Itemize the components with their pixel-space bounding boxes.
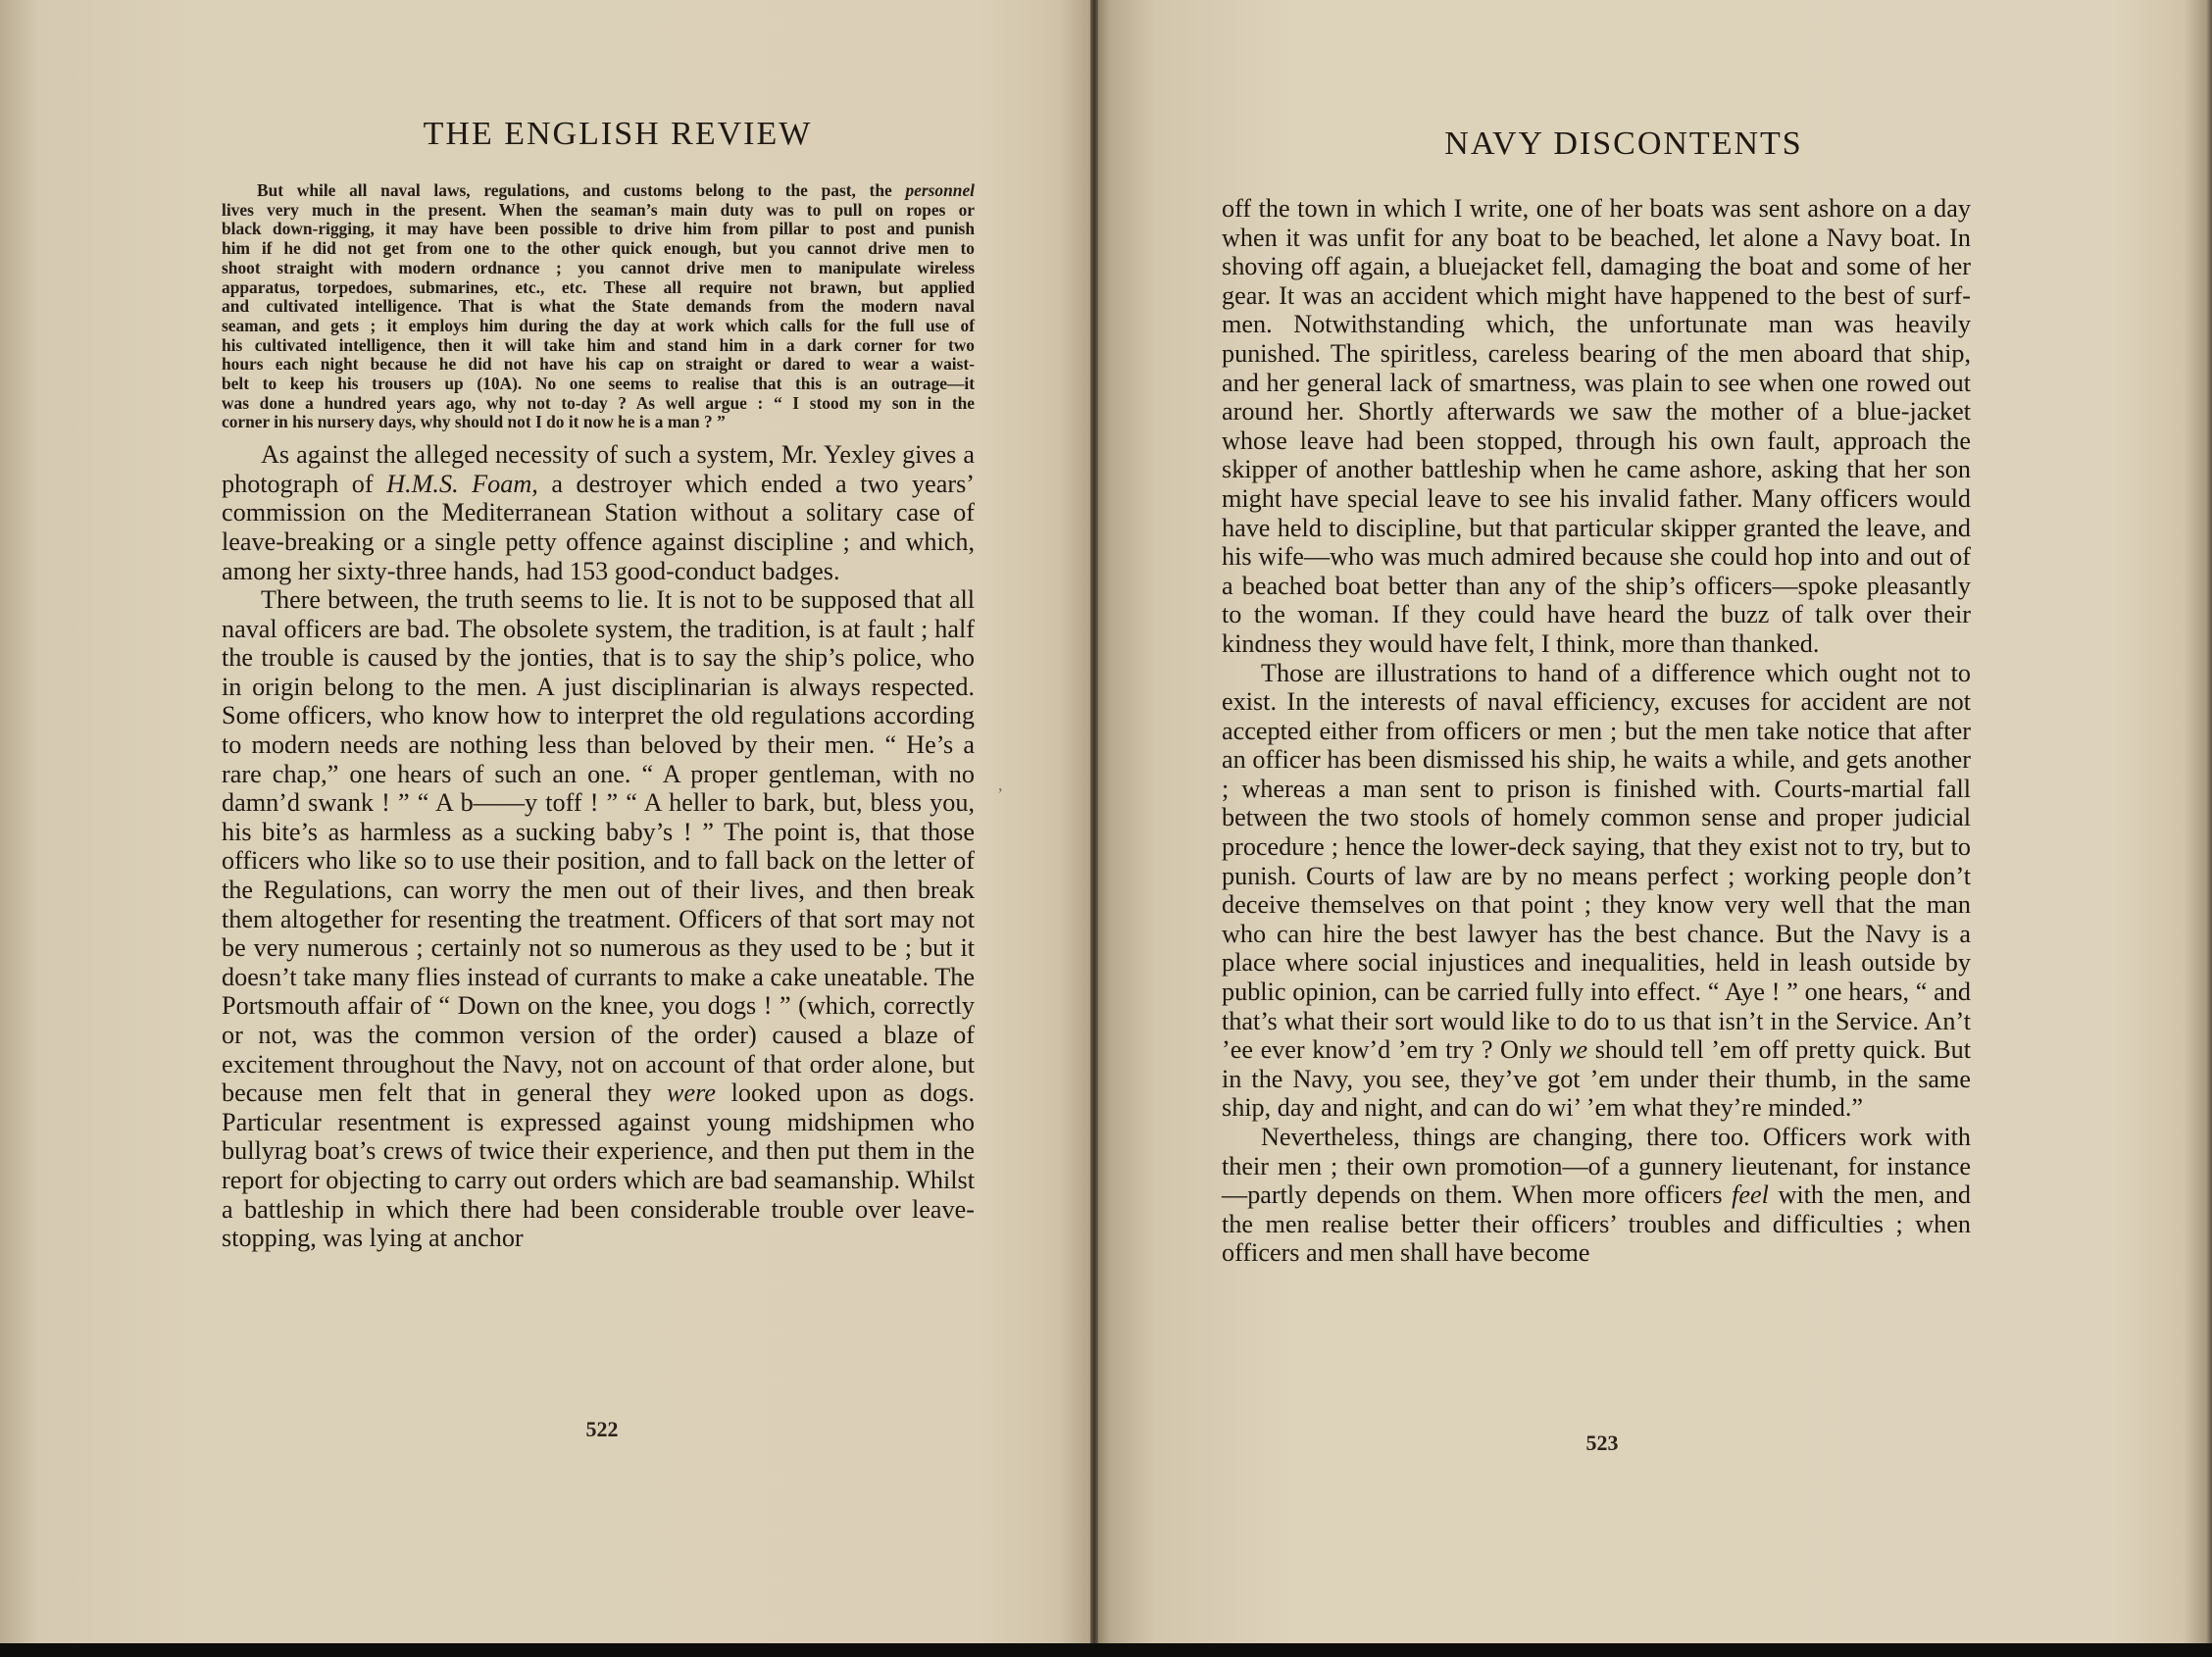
quote-line: and cultivated intelligence. That is what the State demands from the modern naval xyxy=(222,296,975,317)
quote-line: apparatus, torpedoes, submarines, etc., etc. These all require not brawn, but applied xyxy=(222,276,975,297)
paragraph xyxy=(222,585,975,1253)
left-page xyxy=(0,0,1096,1643)
quote-line: shoot straight with modern ordnance ; you cannot drive men to manipulate wireless xyxy=(222,257,975,277)
quote-line: corner in his nursery days, why should not I do it now he is a man ? ” xyxy=(222,412,726,432)
text-run: should tell ’em off pretty quick. But in the Navy, you see, they’ve got ’em under their thumb, in the same ship, day and night, and can do wi’ ’em what they’re minded.” xyxy=(1222,1035,1971,1123)
running-head-right: NAVY DISCONTENTS xyxy=(1444,126,1803,162)
italic-text: H.M.S. Foam, xyxy=(386,469,538,498)
quote-line: belt to keep his trousers up (10A). No one seems to realise that this is an outrage—it xyxy=(222,374,975,394)
left-page-body xyxy=(222,181,975,1253)
italic-text: were xyxy=(667,1079,716,1108)
paragraph xyxy=(1222,194,1971,659)
paragraph xyxy=(1222,659,1971,1124)
text-run: As against the alleged necessity of such a system, Mr. Yexley gives a photograph of xyxy=(222,440,975,498)
text-run: a destroyer which ended a two years’ commission on the Mediterranean Station without a solitary case of leave-breaking or a single petty offence against discipline ; and which, among her sixty-three hands, had 153 good-conduct badges. xyxy=(222,469,975,585)
text-run: off the town in which I write, one of her boats was sent ashore on a day when it was unfit for any boat to be beached, let alone a Navy boat. In shoving off again, a bluejacket fell, damaging the boat and some of her gear. It was an accident which might have happened to the best of surf-men. Notwithstanding which, the unfortunate man was heavily punished. The spiritless, careless bearing of the men aboard that ship, and her general lack of smartness, was plain to see when one rowed out around her. Shortly afterwards we saw the mother of a blue-jacket whose leave had been stopped, through his own fault, approach the skipper of another battleship when he came ashore, asking that her son might have special leave to see his invalid father. Many officers would have held to discipline, but that particular skipper granted the leave, and his wife—who was much admired because she could hop into and out of a beached boat better than any of the ship’s officers—spoke pleasantly to the woman. If they could have heard the buzz of talk over their kindness they would have felt, I think, more than thanked. xyxy=(1222,194,1971,658)
right-page-body xyxy=(1222,194,1971,1268)
italic-text: we xyxy=(1559,1035,1588,1065)
quote-line: seaman, and gets ; it employs him during the day at work which calls for the full use of xyxy=(222,315,975,335)
italic-text: personnel xyxy=(905,180,975,200)
footnote-quote-block xyxy=(222,181,975,432)
text-run: looked upon as dogs. Particular resentment is expressed against young midshipmen who bullyrag boat’s crews of twice their experience, and then put them in the report for objecting to carry out orders which are bad seamanship. Whilst a battleship in which there had been considerable trouble over leave-stopping, was lying at anchor xyxy=(222,1079,975,1253)
quote-line: black down-rigging, it may have been possible to drive him from pillar to post and punish xyxy=(222,219,975,239)
paragraph xyxy=(222,440,975,585)
quote-line: him if he did not get from one to the other quick enough, but you cannot drive men to xyxy=(222,238,975,259)
running-head-left: THE ENGLISH REVIEW xyxy=(423,116,813,152)
bottom-edge xyxy=(0,1643,2212,1657)
quote-line: hours each night because he did not have his cap on straight or dared to wear a waist- xyxy=(222,354,975,375)
text-run: Nevertheless, things are changing, there too. Officers work with their men ; their own promotion—of a gunnery lieutenant, for instance—partly depends on them. When more officers xyxy=(1222,1123,1971,1210)
italic-text: feel xyxy=(1732,1180,1769,1210)
text-run: There between, the truth seems to lie. It is not to be supposed that all naval officers are bad. The obsolete system, the tradition, is at fault ; half the trouble is caused by the jonties, that is to say the ship’s police, who in origin belong to the men. A just disciplinarian is always respected. Some officers, who know how to interpret the old regulations according to modern needs are nothing less than beloved by their men. “ He’s a rare chap,” one hears of such an one. “ A proper gentleman, with no damn’d swank ! ” “ A b——y toff ! ” “ A heller to bark, but, bless you, his bite’s as harmless as a sucking baby’s ! ” The point is, that those officers who like so to use their position, and to fall back on the letter of the Regulations, can worry the men out of their lives, and then break them altogether for resenting the treatment. Officers of that sort may not be very numerous ; certainly not so numerous as they used to be ; but it doesn’t take many flies instead of currants to make a cake uneatable. The Portsmouth affair of “ Down on the knee, you dogs ! ” (which, correctly or not, was the common version of the order) caused a blaze of excitement throughout the Navy, not on account of that order alone, but because men felt that in general they xyxy=(222,585,975,1108)
right-page xyxy=(1096,0,2212,1643)
pencil-mark: , xyxy=(998,775,1003,794)
page-number-left: 522 xyxy=(585,1417,619,1441)
book-gutter xyxy=(1090,0,1098,1643)
paragraph xyxy=(1222,1123,1971,1268)
text-run: Those are illustrations to hand of a difference which ought not to exist. In the interests of naval efficiency, excuses for accident are not accepted either from officers or men ; but the men take notice that after an officer has been dismissed his ship, he waits a while, and gets another ; whereas a man sent to prison is finished with. Courts-martial fall between the two stools of homely common sense and proper judicial procedure ; hence the lower-deck saying, that they exist not to try, but to punish. Courts of law are by no means perfect ; working people don’t deceive themselves on that point ; they know very well that the man who can hire the best lawyer has the best chance. But the Navy is a place where social injustices and inequalities, held in leash outside by public opinion, can be carried fully into effect. “ Aye ! ” one hears, “ and that’s what their sort would like to do to us that isn’t in the Service. An’t ’ee ever know’d ’em try ? Only xyxy=(1222,658,1971,1065)
quote-line: lives very much in the present. When the seaman’s main duty was to pull on ropes or xyxy=(222,199,975,220)
text-run: with the men, and the men realise better their officers’ troubles and difficulties ; when officers and men shall have become xyxy=(1222,1180,1971,1268)
quote-line: was done a hundred years ago, why not to-day ? As well argue : “ I stood my son in the xyxy=(222,392,975,413)
quote-line: But while all naval laws, regulations, and customs belong to the past, the personnel xyxy=(257,180,975,200)
quote-line: his cultivated intelligence, then it will take him and stand him in a dark corner for two xyxy=(222,334,975,355)
page-number-right: 523 xyxy=(1585,1431,1619,1455)
